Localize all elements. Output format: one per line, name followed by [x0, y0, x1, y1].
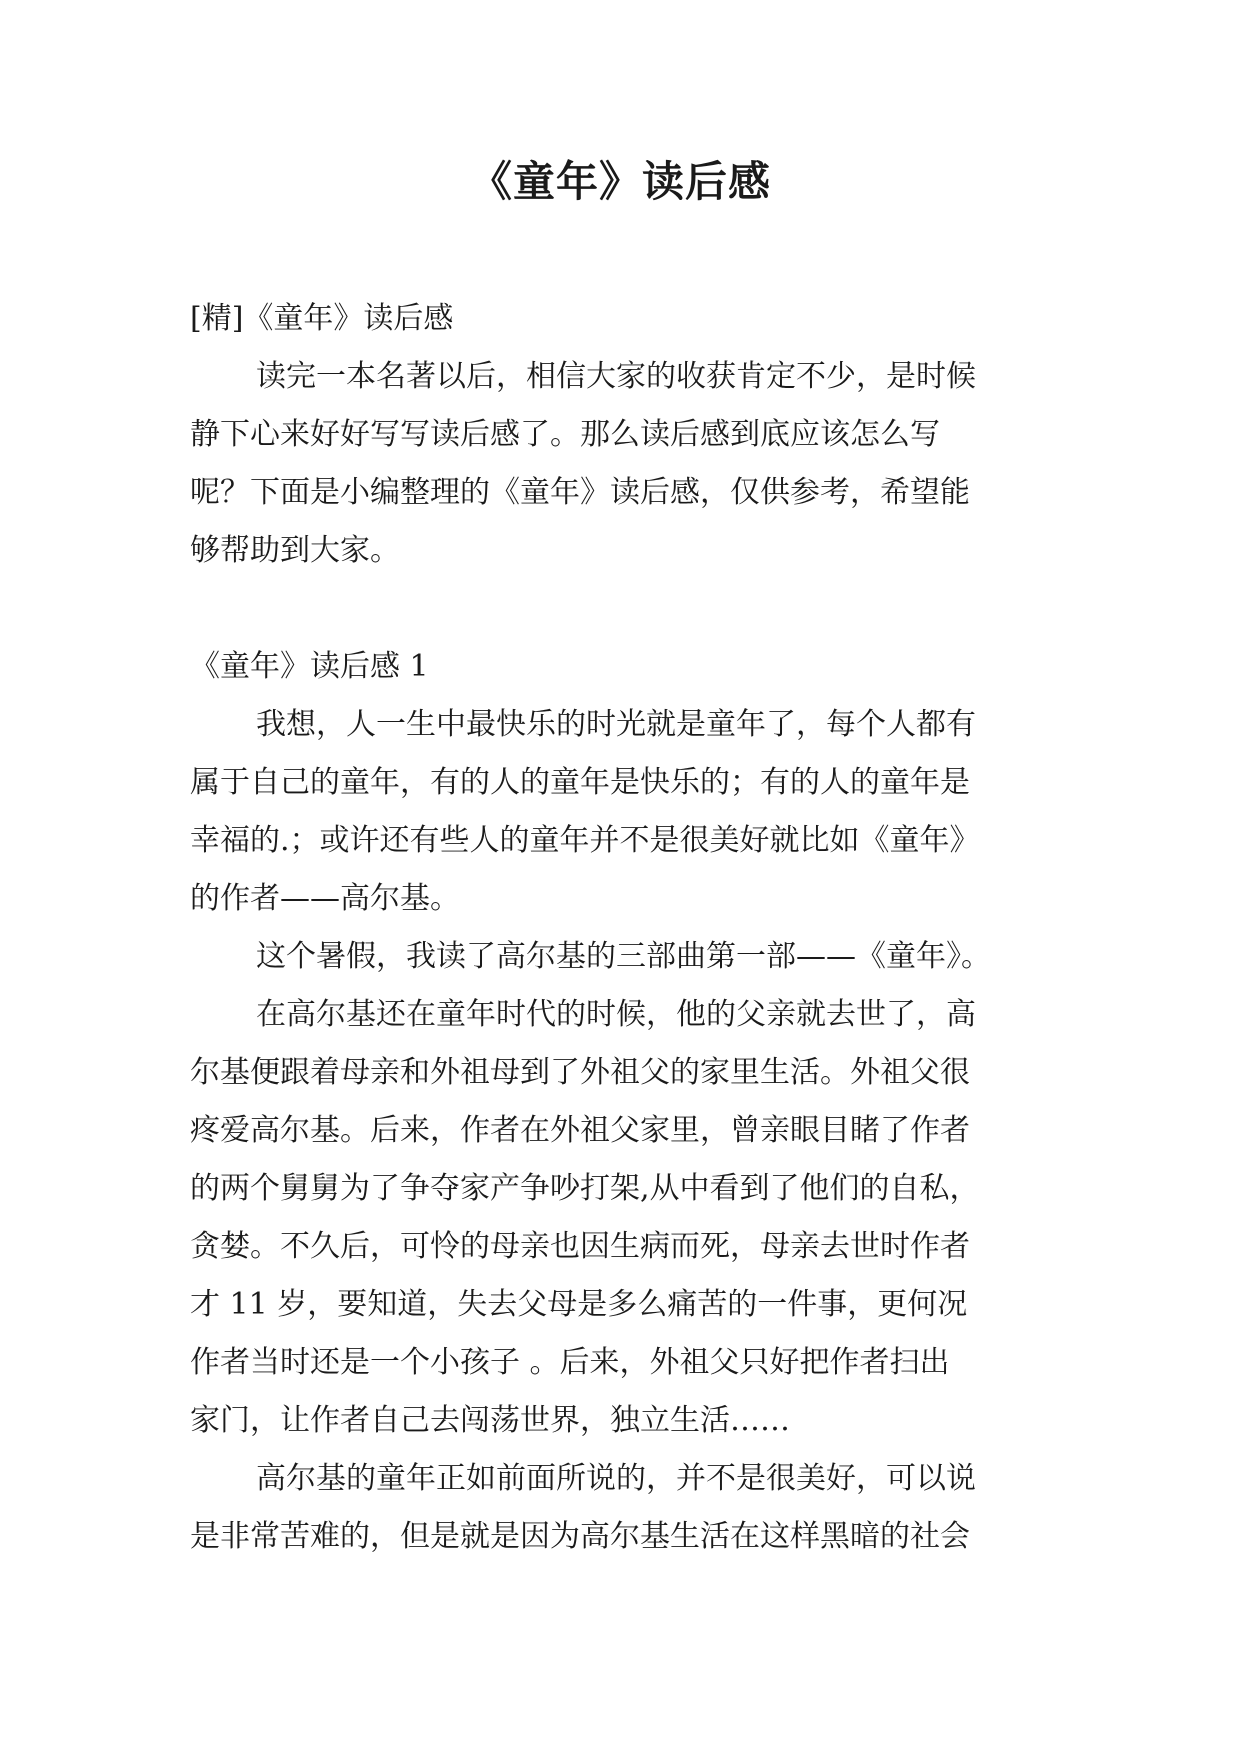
text-line: 家门，让作者自己去闯荡世界，独立生活……: [190, 1403, 790, 1438]
text-line: 才 11 岁，要知道，失去父母是多么痛苦的一件事，更何况: [190, 1287, 968, 1322]
text-line: 我想，人一生中最快乐的时光就是童年了，每个人都有: [256, 707, 976, 742]
text-line: 贪婪。不久后，可怜的母亲也因生病而死，母亲去世时作者: [190, 1229, 970, 1264]
text-line: 静下心来好好写写读后感了。那么读后感到底应该怎么写: [190, 417, 940, 452]
paragraph-3: [190, 986, 1060, 1450]
paragraph-gap: [190, 580, 1060, 638]
intro-paragraph: [190, 348, 1060, 580]
text-line: 疼爱高尔基。后来，作者在外祖父家里，曾亲眼目睹了作者: [190, 1113, 970, 1148]
text-line: 读完一本名著以后，相信大家的收获肯定不少，是时候: [256, 359, 976, 394]
paragraph-2: [190, 928, 1060, 986]
text-line: 高尔基的童年正如前面所说的，并不是很美好，可以说: [256, 1461, 976, 1496]
section-heading: 《童年》读后感 1: [190, 649, 429, 684]
document-body: [190, 290, 1060, 1566]
text-line: 够帮助到大家。: [190, 533, 400, 568]
text-line: 的作者——高尔基。: [190, 881, 460, 916]
text-line: 这个暑假，我读了高尔基的三部曲第一部——《童年》。: [256, 939, 991, 974]
text-line: 是非常苦难的，但是就是因为高尔基生活在这样黑暗的社会: [190, 1519, 970, 1554]
text-line: 呢？下面是小编整理的《童年》读后感，仅供参考，希望能: [190, 475, 970, 510]
text-line: 尔基便跟着母亲和外祖母到了外祖父的家里生活。外祖父很: [190, 1055, 970, 1090]
text-line: 属于自己的童年，有的人的童年是快乐的；有的人的童年是: [190, 765, 970, 800]
text-line: 幸福的.；或许还有些人的童年并不是很美好就比如《童年》: [190, 823, 980, 858]
text-line: 在高尔基还在童年时代的时候，他的父亲就去世了，高: [256, 997, 976, 1032]
text-line: 的两个舅舅为了争夺家产争吵打架,从中看到了他们的自私，: [190, 1171, 980, 1206]
paragraph-1: [190, 696, 1060, 928]
text-line: 作者当时还是一个小孩子 。后来，外祖父只好把作者扫出: [190, 1345, 950, 1380]
intro-heading: [精]《童年》读后感: [190, 301, 454, 336]
paragraph-4: [190, 1450, 1060, 1566]
document-title: 《童年》读后感: [469, 157, 771, 206]
